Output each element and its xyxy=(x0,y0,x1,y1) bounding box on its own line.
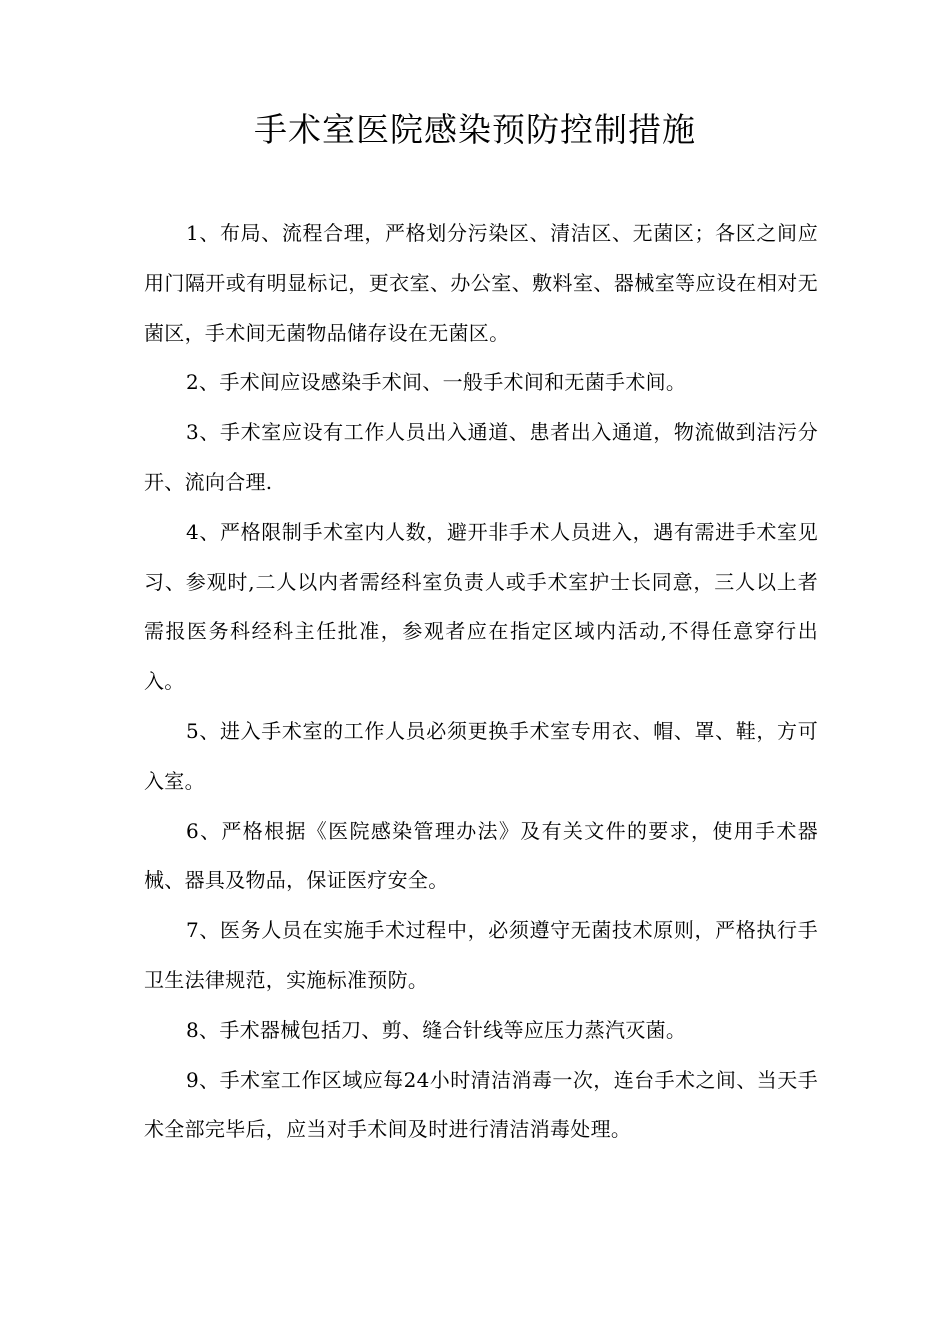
paragraph-7: 7、医务人员在实施手术过程中，必须遵守无菌技术原则，严格执行手卫生法律规范，实施标准预防。 xyxy=(144,918,818,992)
paragraph-1: 1、布局、流程合理，严格划分污染区、清洁区、无菌区；各区之间应用门隔开或有明显标记，更衣室、办公室、敷料室、器械室等应设在相对无菌区，手术间无菌物品储存设在无菌区。 xyxy=(144,221,818,345)
paragraph-8: 8、手术器械包括刀、剪、缝合针线等应压力蒸汽灭菌。 xyxy=(186,1017,687,1042)
paragraph-9: 9、手术室工作区域应每24小时清洁消毒一次，连台手术之间、当天手术全部完毕后，应当对手术间及时进行清洁消毒处理。 xyxy=(144,1067,818,1142)
page-title: 手术室医院感染预防控制措施 xyxy=(254,110,696,149)
paragraph-4: 4、严格限制手术室内人数，避开非手术人员进入，遇有需进手术室见习、参观时,二人以内者需经科室负责人或手术室护士长同意，三人以上者需报医务科经科主任批准，参观者应在指定区域内活动,不得任意穿行出入。 xyxy=(144,519,818,694)
paragraph-3: 3、手术室应设有工作人员出入通道、患者出入通道，物流做到洁污分开、流向合理. xyxy=(144,420,818,494)
paragraph-2: 2、手术间应设感染手术间、一般手术间和无菌手术间。 xyxy=(186,370,687,395)
paragraph-6: 6、严格根据《医院感染管理办法》及有关文件的要求，使用手术器械、器具及物品，保证医疗安全。 xyxy=(144,818,818,893)
document-body xyxy=(144,209,818,1155)
paragraph-5: 5、进入手术室的工作人员必须更换手术室专用衣、帽、罩、鞋，方可入室。 xyxy=(144,718,818,793)
